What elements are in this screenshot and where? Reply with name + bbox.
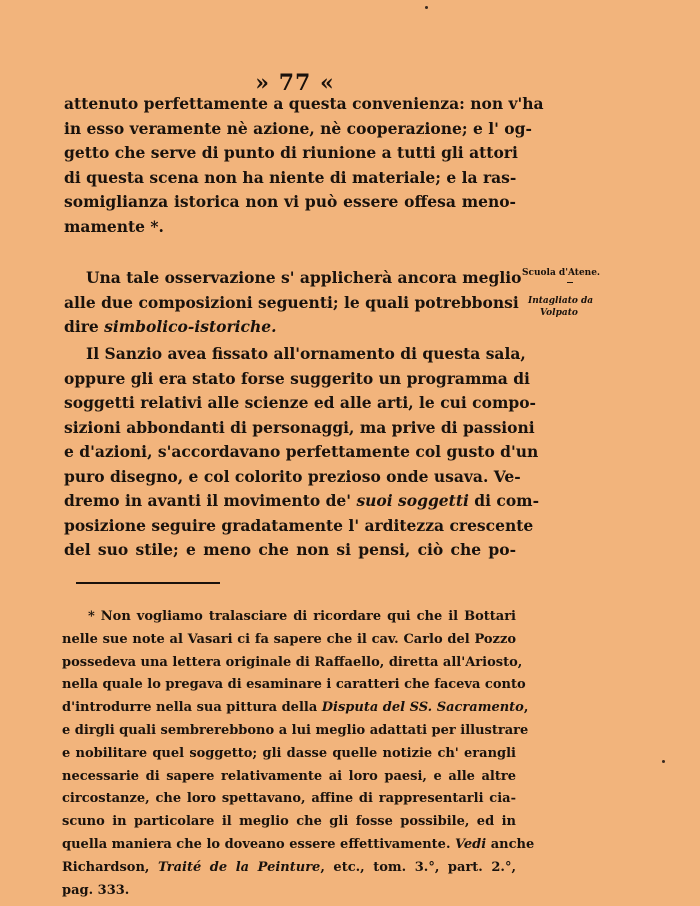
text-line <box>64 489 540 514</box>
text-line <box>64 315 516 340</box>
margin-note-divider <box>567 282 573 283</box>
text-line: soggetti relativi alle scienze ed alle arti, le cui compo- <box>64 393 536 412</box>
footnote-line: e dirgli quali sembrerebbono a lui meglio adattati per illustrare <box>62 722 529 738</box>
italic-title: Traité de la Peinture <box>158 859 321 875</box>
margin-note-title: Scuola d'Atene. <box>522 268 601 278</box>
margin-note-engraver-name: Volpato <box>540 308 578 318</box>
page-number: » 77 « <box>255 70 335 96</box>
text-fragment: d'introdurre nella sua pittura della <box>62 700 322 716</box>
text-line: e d'azioni, s'accordavano perfettamente col gusto d'un <box>64 442 539 461</box>
paragraph-2 <box>64 266 522 340</box>
footnote-line: * Non vogliamo tralasciare di ricordare qui che il Bottari <box>88 609 516 624</box>
text-line: di questa scena non ha niente di materiale; e la ras- <box>64 167 517 187</box>
text-fragment: dire <box>64 317 105 336</box>
text-line: sizioni abbondanti di personaggi, ma prive di passioni <box>64 417 535 437</box>
text-line: del suo stile; e meno che non si pensi, ciò che po- <box>64 540 516 559</box>
text-fragment: , etc., tom. 3.°, part. 2.°, <box>320 859 516 875</box>
italic-term: suoi soggetti <box>356 491 469 510</box>
text-fragment: dremo in avanti il movimento de' <box>64 491 357 510</box>
margin-note-engraver: Intagliato da <box>528 296 594 306</box>
text-fragment: quella maniera che lo doveano essere effettivamente. <box>62 836 456 852</box>
footnote-line: pag. 333. <box>62 882 130 898</box>
text-fragment: Richardson, <box>62 859 159 875</box>
italic-term: simbolico-istoriche. <box>104 317 277 336</box>
text-line: Il Sanzio avea fissato all'ornamento di questa sala, <box>86 344 526 363</box>
text-fragment: , <box>523 700 529 716</box>
footnote-line: nelle sue note al Vasari ci fa sapere che il cav. Carlo del Pozzo <box>62 631 516 647</box>
text-line: alle due composizioni seguenti; le quali potrebbonsi <box>64 292 519 312</box>
paragraph-1 <box>64 92 544 239</box>
footnote <box>62 606 535 902</box>
text-line: puro disegno, e col colorito prezioso onde usava. Ve- <box>64 466 521 486</box>
paper-speck <box>425 6 428 9</box>
footnote-line: circostanze, che loro spettavano, affine di rappresentarli cia- <box>62 791 516 807</box>
text-fragment: di com- <box>468 491 540 510</box>
footnote-line <box>62 697 529 720</box>
text-line: mamente *. <box>64 216 164 236</box>
text-line: Una tale osservazione s' applicherà ancora meglio <box>86 268 522 287</box>
text-line: getto che serve di punto di riunione a tutti gli attori <box>64 143 518 162</box>
text-line: somiglianza istorica non vi può essere offesa meno- <box>64 192 516 211</box>
text-line: in esso veramente nè azione, nè cooperazione; e l' og- <box>64 118 532 138</box>
italic-title: Disputa del SS. Sacramento <box>321 700 524 716</box>
footnote-line: e nobilitare quel soggetto; gli dasse quelle notizie ch' erangli <box>62 745 516 761</box>
footnote-line: nella quale lo pregava di esaminare i caratteri che faceva conto <box>62 677 526 693</box>
paper-speck <box>662 760 665 763</box>
footnote-line: necessarie di sapere relativamente ai loro paesi, e alle altre <box>62 768 516 784</box>
footnote-line: scuno in particolare il meglio che gli fosse possibile, ed in <box>62 814 516 830</box>
paragraph-3 <box>64 342 540 563</box>
footnote-line <box>62 857 516 880</box>
footnote-line: possedeva una lettera originale di Raffaello, diretta all'Ariosto, <box>62 654 523 670</box>
footnote-line <box>62 834 535 857</box>
text-fragment: anche <box>486 836 535 852</box>
italic-term: Vedi <box>455 836 487 852</box>
text-line: posizione seguire gradatamente l' arditezza crescente <box>64 515 534 535</box>
text-line: oppure gli era stato forse suggerito un programma di <box>64 368 530 388</box>
footnote-separator <box>76 582 220 584</box>
text-line: attenuto perfettamente a questa convenienza: non v'ha <box>64 94 544 113</box>
